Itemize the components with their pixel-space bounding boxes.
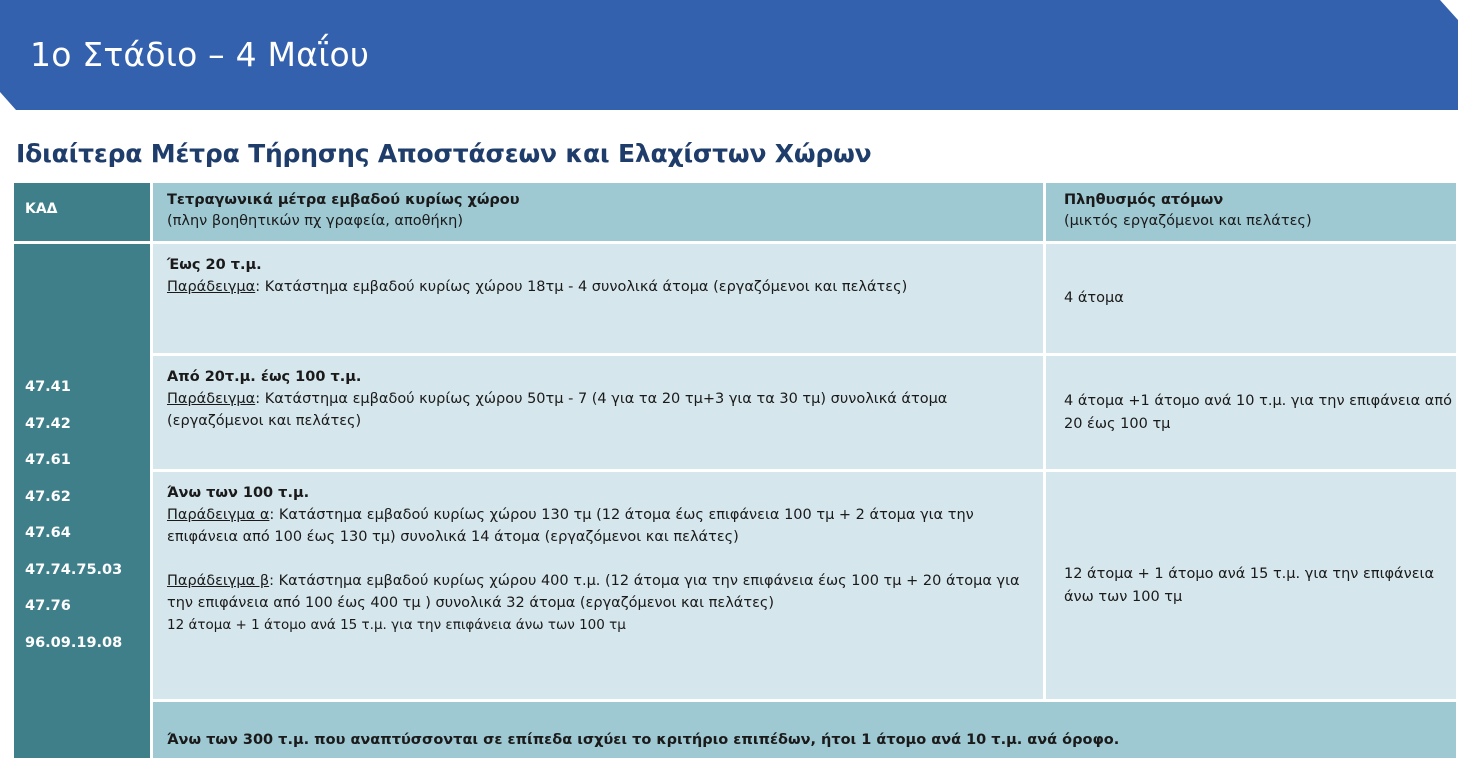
footer-note-row: [153, 702, 1456, 758]
section-title: Ιδιαίτερα Μέτρα Τήρησης Αποστάσεων και Ελαχίστων Χώρων: [16, 139, 872, 168]
example-text: : Κατάστημα εμβαδού κυρίως χώρου 50τμ - 7 (4 για τα 20 τμ+3 για τα 30 τμ) συνολικά άτομα (εργαζόμενοι και πελάτες): [167, 391, 948, 429]
area-cell-20-to-100: [153, 356, 1043, 469]
kad-code: 47.74.75.03: [25, 561, 123, 578]
population-cell-over-100: [1046, 472, 1456, 699]
row-heading: Από 20τ.μ. έως 100 τ.μ.: [167, 369, 362, 385]
header-area-subtitle: (πλην βοηθητικών πχ γραφεία, αποθήκη): [167, 213, 464, 229]
kad-code: 47.41: [25, 379, 71, 395]
row-example-a: [167, 504, 1043, 548]
population-text: 12 άτομα + 1 άτομο ανά 15 τ.μ. για την επιφάνεια άνω των 100 τμ: [1064, 565, 1435, 605]
example-label: Παράδειγμα β: [167, 573, 270, 589]
population-text: 4 άτομα +1 άτομο ανά 10 τ.μ. για την επιφάνεια από 20 έως 100 τμ: [1064, 392, 1452, 432]
header-population: [1046, 183, 1456, 241]
kad-code: 47.42: [25, 415, 71, 432]
kad-code: 96.09.19.08: [25, 634, 123, 651]
example-text: : Κατάστημα εμβαδού κυρίως χώρου 400 τ.μ. (12 άτομα για την επιφάνεια έως 100 τμ + 20 άτομα για την επιφάνεια από 100 έως 400 τμ ) συνολικά 32 άτομα (εργαζόμενοι και πελάτες): [167, 573, 1020, 611]
row-heading: Έως 20 τ.μ.: [167, 257, 262, 273]
kad-code: 47.61: [25, 452, 71, 468]
row-note: 12 άτομα + 1 άτομο ανά 15 τ.μ. για την επιφάνεια άνω των 100 τμ: [167, 617, 626, 633]
kad-list: [25, 369, 122, 661]
area-cell-up-to-20: [153, 244, 1043, 353]
header-area-title: Τετραγωνικά μέτρα εμβαδού κυρίως χώρου: [167, 192, 520, 208]
footer-note: Άνω των 300 τ.μ. που αναπτύσσονται σε επίπεδα ισχύει το κριτήριο επιπέδων, ήτοι 1 άτομο ανά 10 τ.μ. ανά όροφο.: [167, 732, 1120, 748]
spacer: [167, 548, 1043, 570]
population-cell-up-to-20: [1046, 244, 1456, 353]
example-text: : Κατάστημα εμβαδού κυρίως χώρου 130 τμ (12 άτομα έως επιφάνεια 100 τμ + 2 άτομα για την επιφάνεια από 100 έως 130 τμ) συνολικά 14 άτομα (εργαζόμενοι και πελάτες): [167, 507, 974, 545]
kad-code: 47.64: [25, 525, 71, 541]
header-kad: ΚΑΔ: [14, 183, 150, 241]
measures-table: [14, 183, 1456, 758]
row-example: [167, 388, 1043, 432]
population-cell-20-to-100: [1046, 356, 1456, 469]
example-text: : Κατάστημα εμβαδού κυρίως χώρου 18τμ - 4 συνολικά άτομα (εργαζόμενοι και πελάτες): [255, 279, 908, 295]
banner-title: 1ο Στάδιο – 4 Μαΐου: [30, 35, 370, 74]
row-heading: Άνω των 100 τ.μ.: [167, 485, 310, 501]
row-example-b: [167, 570, 1043, 614]
header-area: [153, 183, 1043, 241]
kad-code: 47.62: [25, 488, 71, 505]
title-banner: [0, 0, 1458, 110]
row-example: [167, 276, 1043, 298]
kad-column: [14, 244, 150, 758]
header-population-subtitle: (μικτός εργαζόμενοι και πελάτες): [1064, 213, 1312, 229]
area-cell-over-100: [153, 472, 1043, 699]
population-text: 4 άτομα: [1064, 290, 1124, 306]
header-population-title: Πληθυσμός ατόμων: [1064, 192, 1224, 208]
example-label: Παράδειγμα α: [167, 507, 270, 523]
example-label: Παράδειγμα: [167, 279, 256, 295]
example-label: Παράδειγμα: [167, 391, 256, 407]
kad-code: 47.76: [25, 598, 71, 614]
